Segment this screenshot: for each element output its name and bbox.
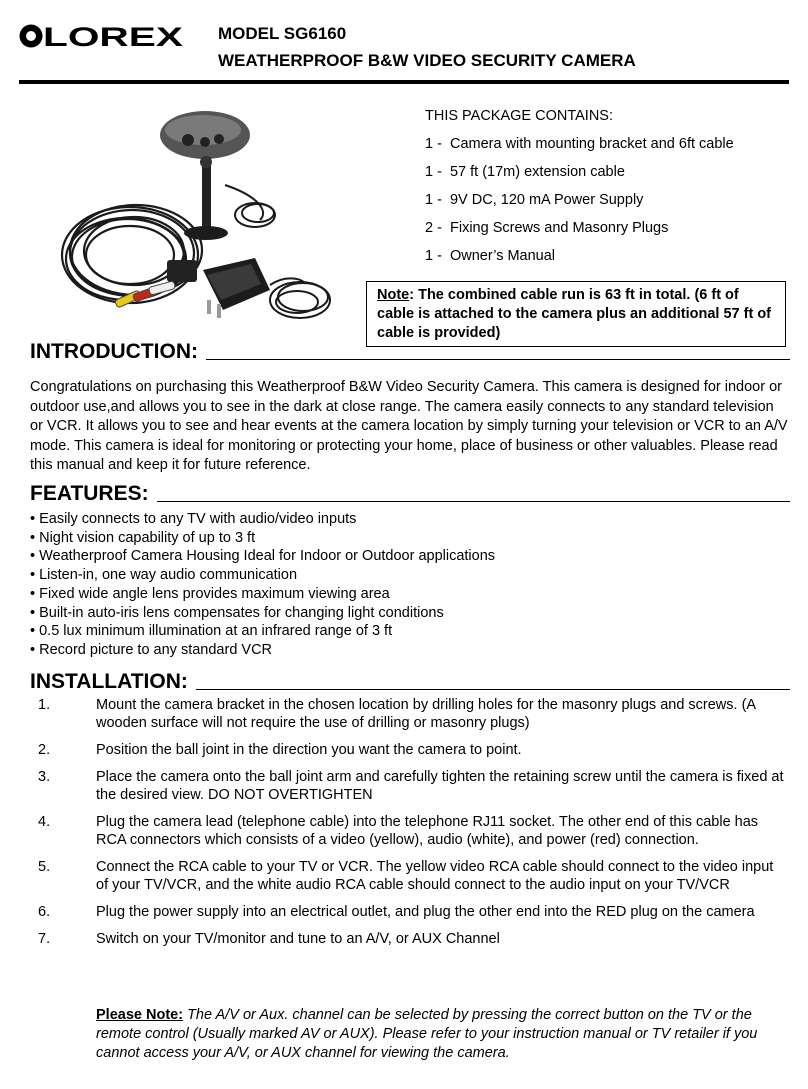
package-item-desc: 9V DC, 120 mA Power Supply (449, 192, 644, 208)
step-number: 2. (38, 742, 51, 758)
step-text: Plug the camera lead (telephone cable) into the telephone RJ11 socket. The other end of this cable has RCA connectors which consists of a video (yellow), audio (white), and power (red) connection. (96, 814, 759, 848)
introduction-text: Congratulations on purchasing this Weatherproof B&W Video Security Camera. This camera is designed for indoor or outdoor use,and allows you to see in the dark at close range. The camera easily connects to any standard television or VCR. It allows you to see and hear events at the camera location by simply turning your television or VCR to an A/V mode. This camera is ideal for monitoring or protecting your home, place of business or other valuables. Please read this manual and keep it for future reference. (30, 379, 788, 474)
package-item-qty: 2 - (425, 220, 442, 236)
note-label: Note (377, 287, 410, 303)
please-note (96, 1006, 786, 1063)
feature-item: • Easily connects to any TV with audio/video inputs (30, 511, 357, 527)
package-item-qty: 1 - (425, 164, 442, 180)
feature-item: • Weatherproof Camera Housing Ideal for Indoor or Outdoor applications (30, 548, 496, 565)
step-text: Plug the power supply into an electrical outlet, and plug the other end into the RED plug on the camera (96, 904, 755, 920)
step-text: Place the camera onto the ball joint arm and carefully tighten the retaining screw until the camera is fixed at the desired view. DO NOT OVERTIGHTEN (96, 769, 784, 803)
package-item-qty: 1 - (425, 192, 442, 208)
please-note-label: Please Note: (96, 1007, 184, 1023)
product-title: WEATHERPROOF B&W VIDEO SECURITY CAMERA (218, 51, 636, 70)
step-text: Connect the RCA cable to your TV or VCR. The yellow video RCA cable should connect to the video input of your TV/VCR, and the white audio RCA cable should connect to the audio input on your TV/VCR (96, 859, 774, 893)
package-item (425, 246, 734, 266)
installation-step (38, 930, 788, 948)
package-item-desc: 57 ft (17m) extension cable (449, 164, 625, 180)
package-item (425, 134, 734, 154)
introduction-heading (30, 340, 790, 364)
step-text: Position the ball joint in the direction you want the camera to point. (96, 742, 522, 758)
installation-heading (30, 670, 790, 694)
installation-step (38, 696, 788, 732)
feature-item: • 0.5 lux minimum illumination at an infrared range of 3 ft (30, 623, 393, 640)
step-text: Switch on your TV/monitor and tune to an A/V, or AUX Channel (96, 931, 500, 947)
heading-rule (157, 501, 790, 502)
step-number: 5. (38, 859, 51, 875)
heading-rule (206, 359, 790, 360)
package-item-desc: Owner’s Manual (449, 248, 556, 264)
heading-rule (196, 689, 790, 690)
please-note-text: The A/V or Aux. channel can be selected by pressing the correct button on the TV or the remote control (Usually marked AV or AUX). Please refer to your instruction manual or TV retailer if you cannot access your A/V, or AUX channel for viewing the camera. (96, 1007, 758, 1061)
package-item (425, 162, 734, 182)
package-contents (425, 106, 734, 274)
feature-item: • Night vision capability of up to 3 ft (30, 529, 256, 546)
installation-steps (38, 696, 788, 957)
step-number: 1. (38, 697, 51, 713)
product-photo-illustration (55, 100, 370, 335)
step-number: 3. (38, 769, 51, 785)
feature-item: • Listen-in, one way audio communication (30, 567, 298, 584)
product-photo (55, 100, 370, 335)
note-text: : The combined cable run is 63 ft in total. (6 ft of cable is attached to the camera plus an additional 57 ft of cable is provided) (377, 287, 772, 341)
package-item-qty: 1 - (425, 136, 442, 152)
cable-note-box (366, 281, 786, 347)
package-heading: THIS PACKAGE CONTAINS: (425, 108, 613, 124)
lorex-logo (19, 23, 189, 49)
installation-step (38, 768, 788, 804)
features-list (30, 510, 495, 660)
installation-step (38, 858, 788, 894)
installation-step (38, 813, 788, 849)
step-number: 6. (38, 904, 51, 920)
introduction-title: INTRODUCTION: (30, 340, 198, 363)
header-rule (19, 80, 789, 84)
package-item (425, 190, 734, 210)
lorex-logo-graphic (19, 23, 189, 49)
installation-step (38, 903, 788, 921)
installation-step (38, 741, 788, 759)
step-number: 4. (38, 814, 51, 830)
package-item-qty: 1 - (425, 248, 442, 264)
svg-text:LOREX: LOREX (43, 23, 183, 49)
step-number: 7. (38, 931, 51, 947)
features-heading (30, 482, 790, 506)
step-text: Mount the camera bracket in the chosen location by drilling holes for the masonry plugs and screws. (A wooden surface will not require the use of drilling or masonry plugs) (96, 697, 756, 731)
package-item-desc: Fixing Screws and Masonry Plugs (449, 220, 669, 236)
features-title: FEATURES: (30, 482, 149, 505)
package-item-desc: Camera with mounting bracket and 6ft cable (449, 136, 734, 152)
feature-item: • Record picture to any standard VCR (30, 641, 273, 658)
feature-item: • Fixed wide angle lens provides maximum viewing area (30, 585, 390, 602)
model-number: MODEL SG6160 (218, 24, 347, 43)
feature-item: • Built-in auto-iris lens compensates for changing light conditions (30, 604, 444, 621)
package-item (425, 218, 734, 238)
installation-title: INSTALLATION: (30, 670, 188, 693)
